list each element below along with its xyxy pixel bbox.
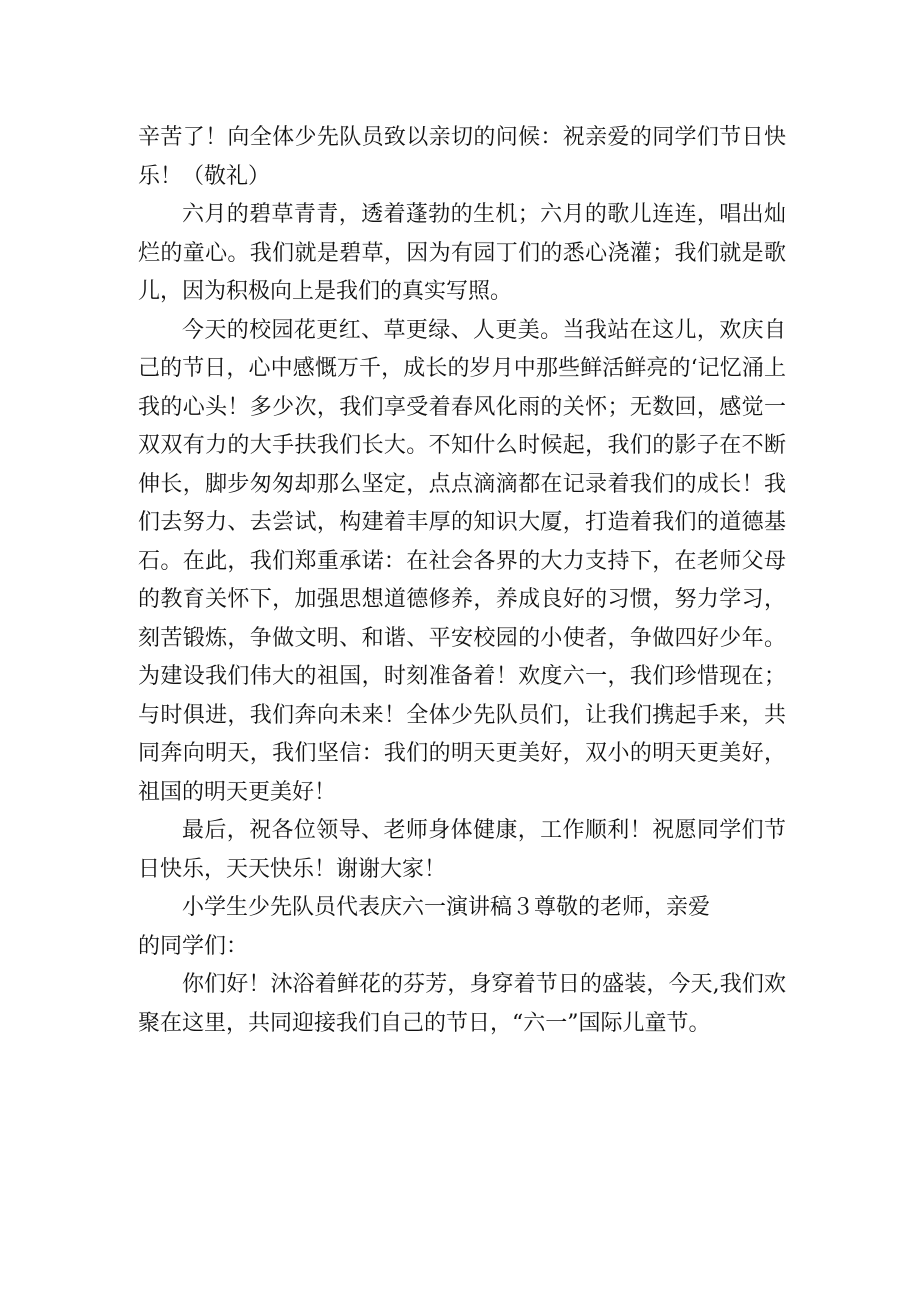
paragraph-speech-3-heading: 小学生少先队员代表庆六一演讲稿３尊敬的老师，亲爱 — [182, 895, 711, 920]
paragraph-campus-today: 今天的校园花更红、草更绿、人更美。当我站在这儿，欢庆自己的节日，心中感慨万千，成长的岁月中那些鲜活鲜亮的‘记忆涌上我的心头！多少次，我们享受着春风化雨的关怀；无数回，感觉一双双有力的大手扶我们长大。不知什么时候起，我们的影子在不断伸长，脚步匆匆却那么坚定，点点滴滴都在记录着我们的成长！我们去努力、去尝试，构建着丰厚的知识大厦，打造着我们的道德基石。在此，我们郑重承诺：在社会各界的大力支持下，在老师父母的教育关怀下，加强思想道德修养，养成良好的习惯，努力学习，刻苦锻炼，争做文明、和谐、平安校园的小使者，争做四好少年。为建设我们伟大的祖国，时刻准备着！欢度六一，我们珍惜现在；与时俱进，我们奔向未来！全体少先队员们，让我们携起手来，共同奔向明天，我们坚信：我们的明天更美好，双小的明天更美好，祖国的明天更美好！ — [138, 317, 786, 805]
document-body — [138, 119, 786, 1043]
paragraph-final-wishes: 最后，祝各位领导、老师身体健康，工作顺利！祝愿同学们节日快乐，天天快乐！谢谢大家！ — [138, 818, 786, 882]
paragraph-closing-greeting: 辛苦了！向全体少先队员致以亲切的问候：祝亲爱的同学们节日快乐！（敬礼） — [138, 125, 786, 189]
paragraph-speech-3-salutation: 的同学们： — [138, 933, 249, 959]
paragraph-june-grass: 六月的碧草青青，透着蓬勃的生机；六月的歌儿连连，唱出灿烂的童心。我们就是碧草，因为有园丁们的悉心浇灌；我们就是歌儿，因为积极向上是我们的真实写照。 — [138, 202, 786, 304]
paragraph-speech-3-opening: 你们好！沐浴着鲜花的芬芳，身穿着节日的盛装，今天,我们欢聚在这里，共同迎接我们自己的节日，“六一”国际儿童节。 — [138, 972, 786, 1036]
